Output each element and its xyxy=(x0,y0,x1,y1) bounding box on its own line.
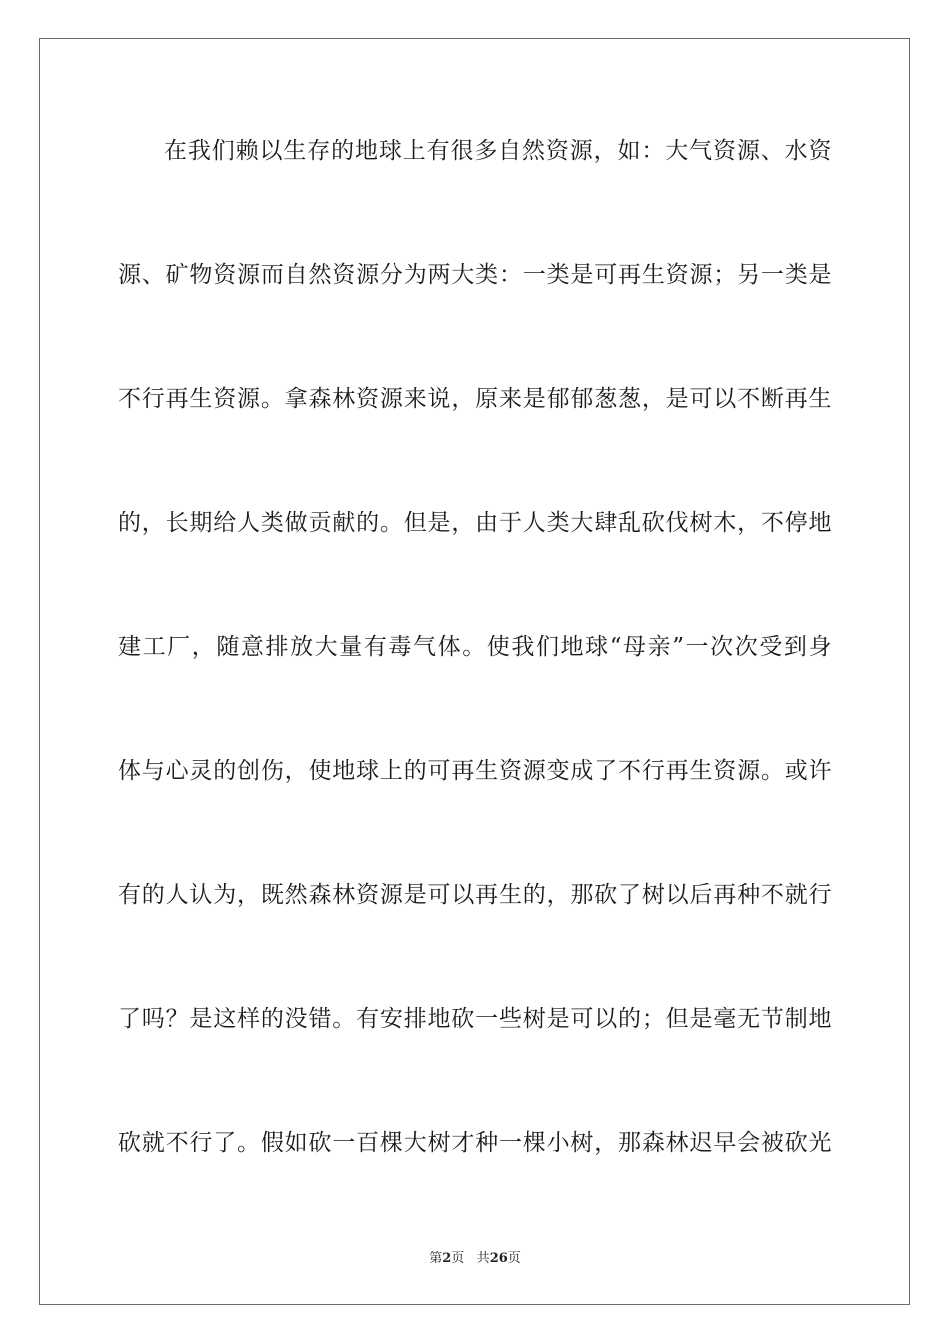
footer-page-prefix: 第 xyxy=(429,1251,443,1266)
page-footer xyxy=(0,1247,950,1266)
body-text-line: 了吗？是这样的没错。有安排地砍一些树是可以的；但是毫无节制地 xyxy=(118,1006,832,1032)
body-text-line: 源、矿物资源而自然资源分为两大类：一类是可再生资源；另一类是 xyxy=(118,262,832,288)
footer-page-number: 2 xyxy=(442,1251,452,1266)
body-text-line: 建工厂，随意排放大量有毒气体。使我们地球“母亲”一次次受到身 xyxy=(118,634,832,660)
footer-total-prefix: 共 xyxy=(476,1251,490,1266)
body-text-line: 砍就不行了。假如砍一百棵大树才种一棵小树，那森林迟早会被砍光 xyxy=(118,1130,832,1156)
footer-total-pages: 26 xyxy=(489,1251,508,1266)
footer-total-suffix: 页 xyxy=(507,1251,521,1266)
body-text-line: 不行再生资源。拿森林资源来说，原来是郁郁葱葱，是可以不断再生 xyxy=(118,386,832,412)
body-text-line: 有的人认为，既然森林资源是可以再生的，那砍了树以后再种不就行 xyxy=(118,882,832,908)
body-text-line: 在我们赖以生存的地球上有很多自然资源，如：大气资源、水资 xyxy=(164,138,832,164)
footer-page-suffix: 页 xyxy=(451,1251,465,1266)
body-text-line: 的，长期给人类做贡献的。但是，由于人类大肆乱砍伐树木，不停地 xyxy=(118,510,832,536)
body-text-line: 体与心灵的创伤，使地球上的可再生资源变成了不行再生资源。或许 xyxy=(118,758,832,784)
page-border xyxy=(39,38,910,1305)
